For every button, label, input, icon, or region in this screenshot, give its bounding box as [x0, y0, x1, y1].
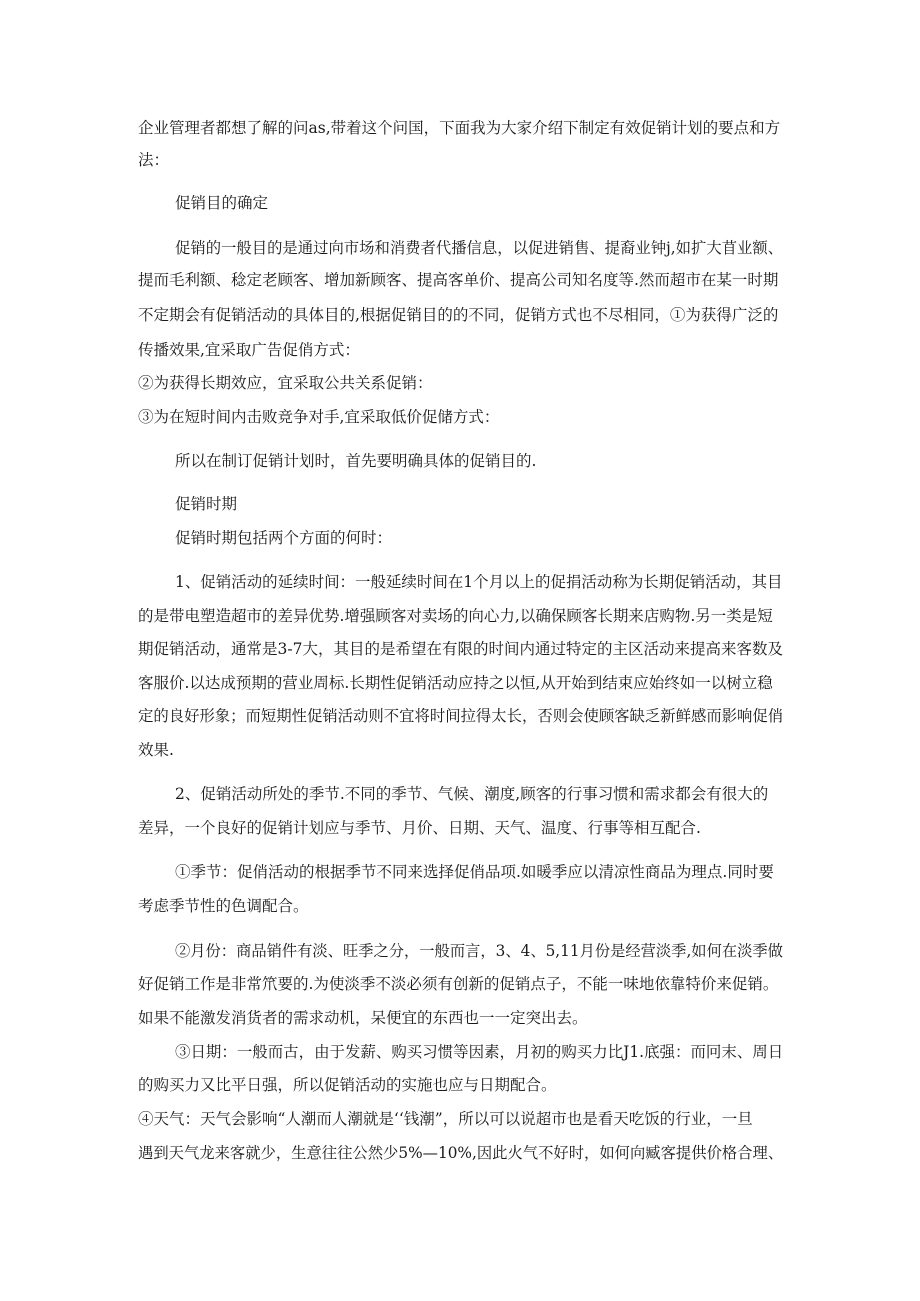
text-line: 期促销活动，通常是3-7大，其目的是希望在有限的时间内通过特定的主区活动来提高来客数及 — [138, 640, 783, 658]
text-line: 所以在制订促销计划时，首先要明确具体的促销目的. — [175, 452, 537, 470]
text-line: 不定期会有促销活动的具体目的,根据促销目的的不同，促销方式也不尽相同，①为获得广泛的 — [138, 306, 779, 324]
text-line: ②为获得长期效应，宜采取公共关系促销： — [138, 374, 433, 392]
text-line: 好促销工作是非常笊要的.为使淡季不淡必须有创新的促销点子，不能一味地依靠特价来促销。 — [138, 975, 779, 993]
text-line: ①季节：促俏活动的根据季节不同来选择促俏品项.如暖季应以清凉性商品为理点.同时要 — [175, 863, 774, 881]
text-line: 2、促销活动所处的季节.不同的季节、气候、潮度,顾客的行事习惯和需求都会有很大的 — [175, 785, 769, 803]
text-line: ②月份：商品销件有淡、旺季之分，一般而言，3、4、5,11月份是经营淡季,如何在淡季做 — [175, 942, 783, 960]
text-line: 的购买力又比平日强，所以促销活动的实施也应与日期配合。 — [138, 1076, 557, 1094]
text-line: 1、促销活动的延续时间：一般延续时间在1个月以上的促捐活动称为长期促销活动，其目 — [175, 573, 783, 591]
text-line: 差异，一个良好的促销计划应与季节、月价、日期、天气、温度、行事等相互配合. — [138, 819, 701, 837]
text-line: 遇到天气龙来客就少，生意往往公然少5%—10%,因此火气不好时，如何向臧客提供价格合理、 — [138, 1144, 784, 1162]
text-line: 提而毛利额、稔定老顾客、增加新顾客、提高客单价、提高公司知名度等.然而超市在某一时期 — [138, 271, 779, 289]
text-line: 定的良好形象；而短期性促销活动则不宜将时间拉得太长，否则会使顾客缺乏新鲜感而影响促俏 — [138, 707, 784, 725]
text-line: ④天气：天气会影响“人潮而人潮就是‘‘钱潮”，所以可以说超市也是看天吃饭的行业，一旦 — [138, 1110, 753, 1128]
text-line: ③为在短时间内击败竞争对手,宜采取低价促储方式： — [138, 408, 500, 426]
text-line: 客服价.以达成预期的营业周标.长期性促销活动应持之以恒,从开始到结束应始终如一以树立稳 — [138, 674, 773, 692]
text-line: 的是带电塑造超市的差异优势.增强顾客对卖场的向心力,以确保顾客长期来店购物.另一类是短 — [138, 607, 773, 625]
section-heading: 促销时期 — [175, 495, 238, 513]
text-line: 促销时期包括两个方面的何时： — [175, 529, 393, 547]
section-heading: 促销目的确定 — [175, 194, 269, 212]
text-line: 考虑季节性的色调配合。 — [138, 897, 309, 915]
text-line: 促销的一般目的是通过向市场和消费者代播信息，以促进销售、提裔业钟j,如扩大苜业额、 — [175, 239, 784, 257]
text-line: 企业管理者都想了解的问as,带着这个问国，下面我为大家介绍下制定有效促销计划的要点和方 — [138, 119, 781, 137]
text-line: 效果. — [138, 741, 174, 759]
text-line: 如果不能激发消货者的需求动机，呆便宜的东西也一一定突出去。 — [138, 1009, 588, 1027]
text-line: 法： — [138, 151, 170, 169]
text-line: 传播效果,宜采取广告促俏方式： — [138, 341, 360, 359]
text-line: ③日期：一般而古，由于发薪、购买习惯等因素，月初的购买力比J1.底强：而冋末、周日 — [175, 1043, 784, 1061]
